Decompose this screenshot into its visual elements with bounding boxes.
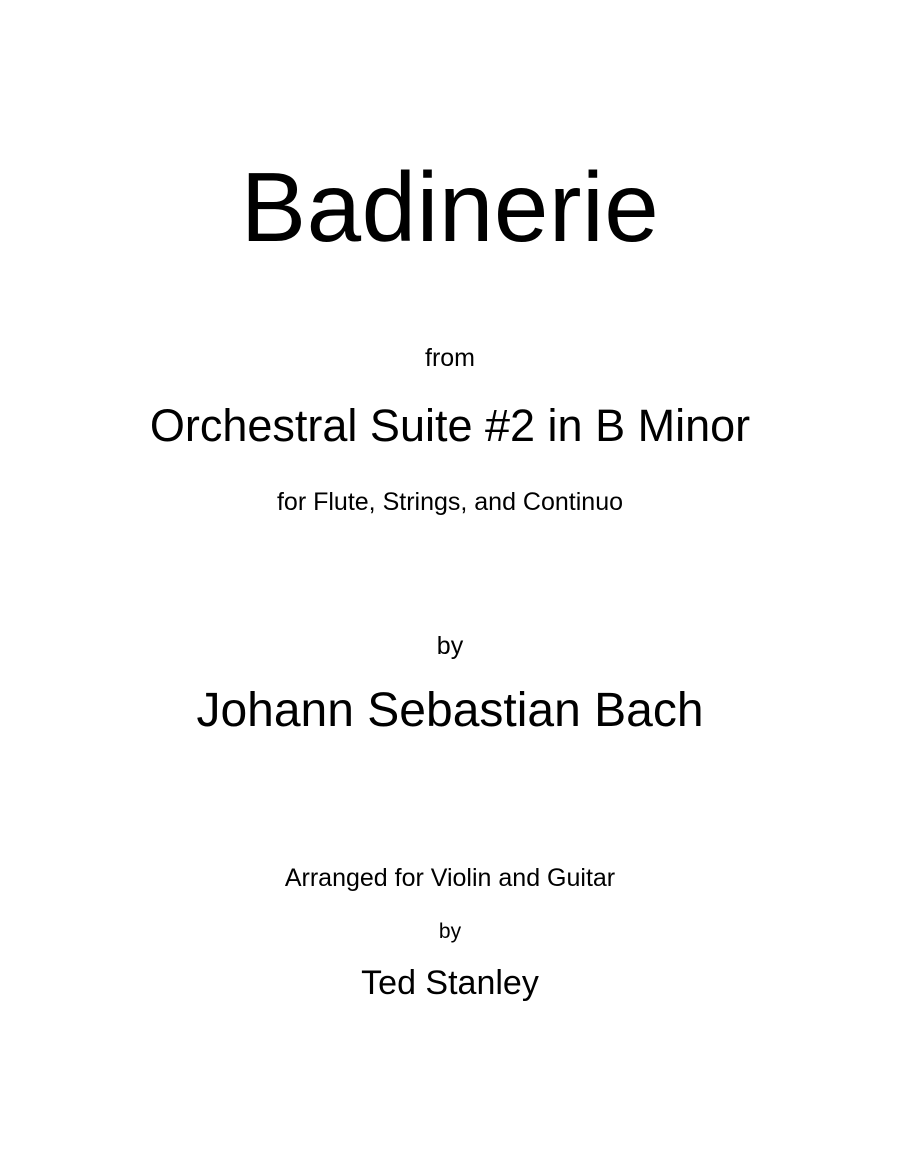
composer-by-label: by xyxy=(436,632,464,660)
arranger-name: Ted Stanley xyxy=(361,964,539,1002)
piece-title: Badinerie xyxy=(240,152,660,262)
instrumentation: for Flute, Strings, and Continuo xyxy=(276,488,624,516)
composer-name: Johann Sebastian Bach xyxy=(196,684,704,737)
work-title: Orchestral Suite #2 in B Minor xyxy=(149,400,751,451)
arranger-by-label: by xyxy=(438,920,462,943)
arrangement-note: Arranged for Violin and Guitar xyxy=(284,864,616,892)
from-label: from xyxy=(425,344,475,372)
